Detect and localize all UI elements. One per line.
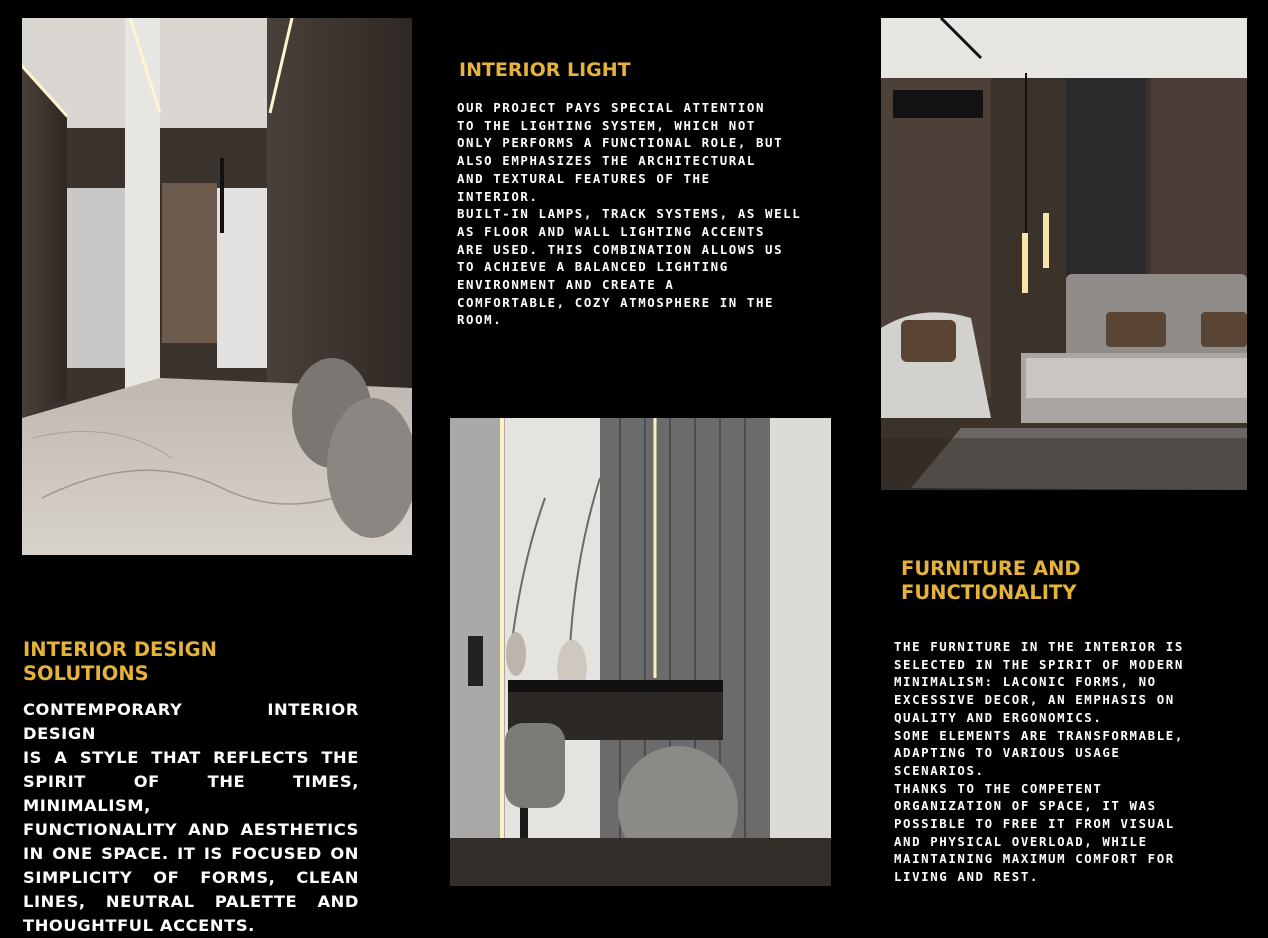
text-line: EXCESSIVE DECOR, AN EMPHASIS ON (894, 692, 1175, 708)
interior-light-heading: INTERIOR LIGHT (459, 59, 631, 81)
text-line: ONLY PERFORMS A FUNCTIONAL ROLE, BUT (457, 135, 784, 151)
text-line: ALSO EMPHASIZES THE ARCHITECTURAL (457, 153, 756, 169)
text-line: CONTEMPORARY INTERIOR DESIGN (23, 700, 359, 743)
text-line: INTERIOR. (457, 188, 539, 204)
text-line: FUNCTIONALITY AND AESTHETICS (23, 820, 359, 839)
design-solutions-text (23, 698, 359, 938)
text-line: THE FURNITURE IN THE INTERIOR IS (894, 639, 1184, 654)
text-line: SPIRIT OF THE TIMES, MINIMALISM, (23, 772, 359, 815)
text-line: QUALITY AND ERGONOMICS. (894, 709, 1103, 725)
text-line: ADAPTING TO VARIOUS USAGE (894, 745, 1121, 761)
text-line: AND PHYSICAL OVERLOAD, WHILE (894, 833, 1148, 849)
heading-line: FURNITURE AND (901, 557, 1081, 580)
text-line: THOUGHTFUL ACCENTS. (23, 916, 255, 935)
text-line: THANKS TO THE COMPETENT (894, 780, 1103, 796)
text-line: AND TEXTURAL FEATURES OF THE (457, 170, 711, 186)
text-line: IS A STYLE THAT REFLECTS THE (23, 748, 359, 767)
text-line: AS FLOOR AND WALL LIGHTING ACCENTS (457, 223, 766, 239)
text-line: TO ACHIEVE A BALANCED LIGHTING (457, 259, 729, 275)
text-line: IN ONE SPACE. IT IS FOCUSED ON (23, 844, 359, 863)
heading-line: INTERIOR DESIGN (23, 638, 217, 661)
text-line: SIMPLICITY OF FORMS, CLEAN (23, 868, 359, 887)
text-line: ENVIRONMENT AND CREATE A (457, 277, 675, 293)
text-line: LINES, NEUTRAL PALETTE AND (23, 892, 359, 911)
text-line: SELECTED IN THE SPIRIT OF MODERN (894, 656, 1184, 672)
hallway-photo (22, 18, 412, 555)
furniture-heading (901, 557, 1161, 604)
design-solutions-heading (23, 638, 323, 685)
text-line: MAINTAINING MAXIMUM COMFORT FOR (894, 851, 1175, 867)
text-line: COMFORTABLE, COZY ATMOSPHERE IN THE (457, 294, 775, 310)
bedroom-photo (881, 18, 1247, 490)
interior-light-text (457, 99, 847, 329)
text-line: SCENARIOS. (894, 762, 985, 778)
text-line: TO THE LIGHTING SYSTEM, WHICH NOT (457, 117, 756, 133)
text-line: POSSIBLE TO FREE IT FROM VISUAL (894, 816, 1175, 832)
text-line: BUILT-IN LAMPS, TRACK SYSTEMS, AS WELL (457, 206, 802, 222)
text-line: ROOM. (457, 312, 503, 328)
heading-line: SOLUTIONS (23, 661, 149, 685)
furniture-text (894, 638, 1254, 886)
text-line: MINIMALISM: LACONIC FORMS, NO (894, 674, 1157, 690)
text-line: OUR PROJECT PAYS SPECIAL ATTENTION (457, 100, 766, 115)
text-line: LIVING AND REST. (894, 869, 1039, 885)
vanity-photo (450, 418, 831, 886)
text-line: ORGANIZATION OF SPACE, IT WAS (894, 798, 1157, 814)
text-line: ARE USED. THIS COMBINATION ALLOWS US (457, 241, 784, 257)
heading-line: FUNCTIONALITY (901, 580, 1077, 604)
text-line: SOME ELEMENTS ARE TRANSFORMABLE, (894, 727, 1184, 743)
